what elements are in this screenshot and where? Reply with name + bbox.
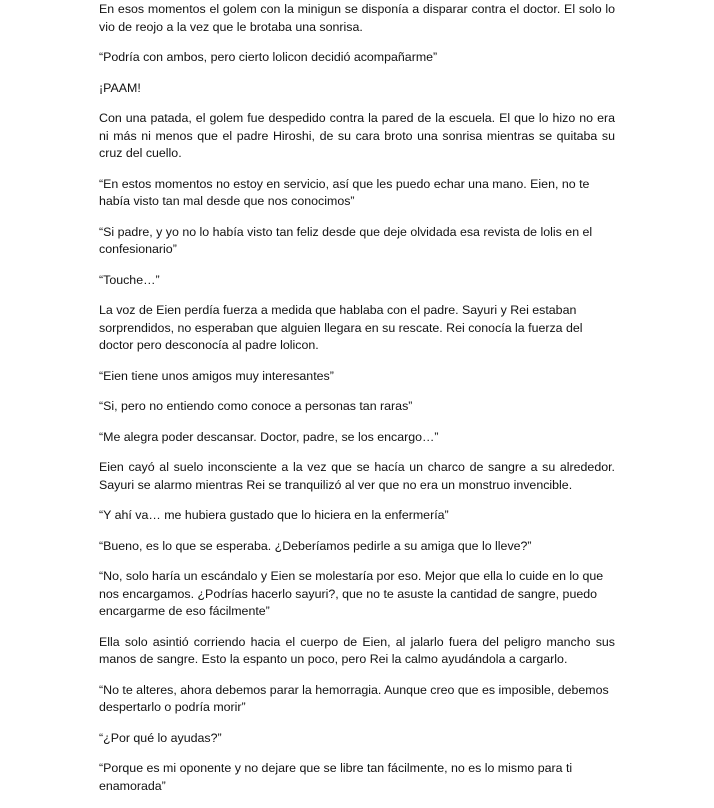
paragraph-dialogue: “Y ahí va… me hubiera gustado que lo hiciera en la enfermería” xyxy=(99,508,449,522)
paragraph-sound-effect: ¡PAAM! xyxy=(99,80,141,95)
paragraph-dialogue: “Me alegra poder descansar. Doctor, padre, se los encargo…” xyxy=(99,429,439,444)
paragraph-dialogue: “No, solo haría un escándalo y Eien se molestaría por eso. Mejor que ella lo cuide en lo que nos encargamos. ¿Podrías hacerlo sayuri?, que no te asuste la cantidad de sangre, puedo encargarme de eso fácilmente” xyxy=(99,569,604,618)
paragraph-dialogue: “Eien tiene unos amigos muy interesantes” xyxy=(99,368,334,383)
paragraph-dialogue: “Touche…” xyxy=(99,272,160,287)
paragraph-dialogue: “No te alteres, ahora debemos parar la hemorragia. Aunque creo que es imposible, debemos despertarlo o podría morir” xyxy=(99,682,609,714)
paragraph-dialogue: “Si, pero no entiendo como conoce a personas tan raras” xyxy=(99,399,413,413)
paragraph-dialogue: “En estos momentos no estoy en servicio, así que les puedo echar una mano. Eien, no te había visto tan mal desde que nos conocimos” xyxy=(99,176,590,208)
paragraph-dialogue: “Porque es mi oponente y no dejare que se libre tan fácilmente, no es lo mismo para ti enamorada” xyxy=(99,761,573,793)
paragraph-dialogue: “Podría con ambos, pero cierto lolicon decidió acompañarme” xyxy=(99,50,438,64)
paragraph-narration: Ella solo asintió corriendo hacia el cuerpo de Eien, al jalarlo fuera del peligro mancho sus manos de sangre. Esto la espanto un poco, pero Rei la calmo ayudándola a cargarlo. xyxy=(99,634,615,666)
paragraph-dialogue: “Si padre, y yo no lo había visto tan feliz desde que deje olvidada esa revista de lolis en el confesionario” xyxy=(99,224,593,256)
document-page xyxy=(99,1,615,808)
paragraph-dialogue: “¿Por qué lo ayudas?” xyxy=(99,730,222,745)
paragraph-narration: Eien cayó al suelo inconsciente a la vez que se hacía un charco de sangre a su alrededor. Sayuri se alarmo mientras Rei se tranquilizó al ver que no era un monstruo invencible. xyxy=(99,460,615,492)
paragraph-narration: En esos momentos el golem con la minigun se disponía a disparar contra el doctor. El solo lo vio de reojo a la vez que le brotaba una sonrisa. xyxy=(99,2,615,34)
paragraph-narration: Con una patada, el golem fue despedido contra la pared de la escuela. El que lo hizo no era ni más ni menos que el padre Hiroshi, de su cara broto una sonrisa mientras se quitaba su cruz del cuello. xyxy=(99,111,615,160)
paragraph-narration: La voz de Eien perdía fuerza a medida que hablaba con el padre. Sayuri y Rei estaban sorprendidos, no esperaban que alguien llegara en su rescate. Rei conocía la fuerza del doctor pero desconocía al padre lolicon. xyxy=(99,303,583,352)
paragraph-dialogue: “Bueno, es lo que se esperaba. ¿Deberíamos pedirle a su amiga que lo lleve?” xyxy=(99,538,532,553)
